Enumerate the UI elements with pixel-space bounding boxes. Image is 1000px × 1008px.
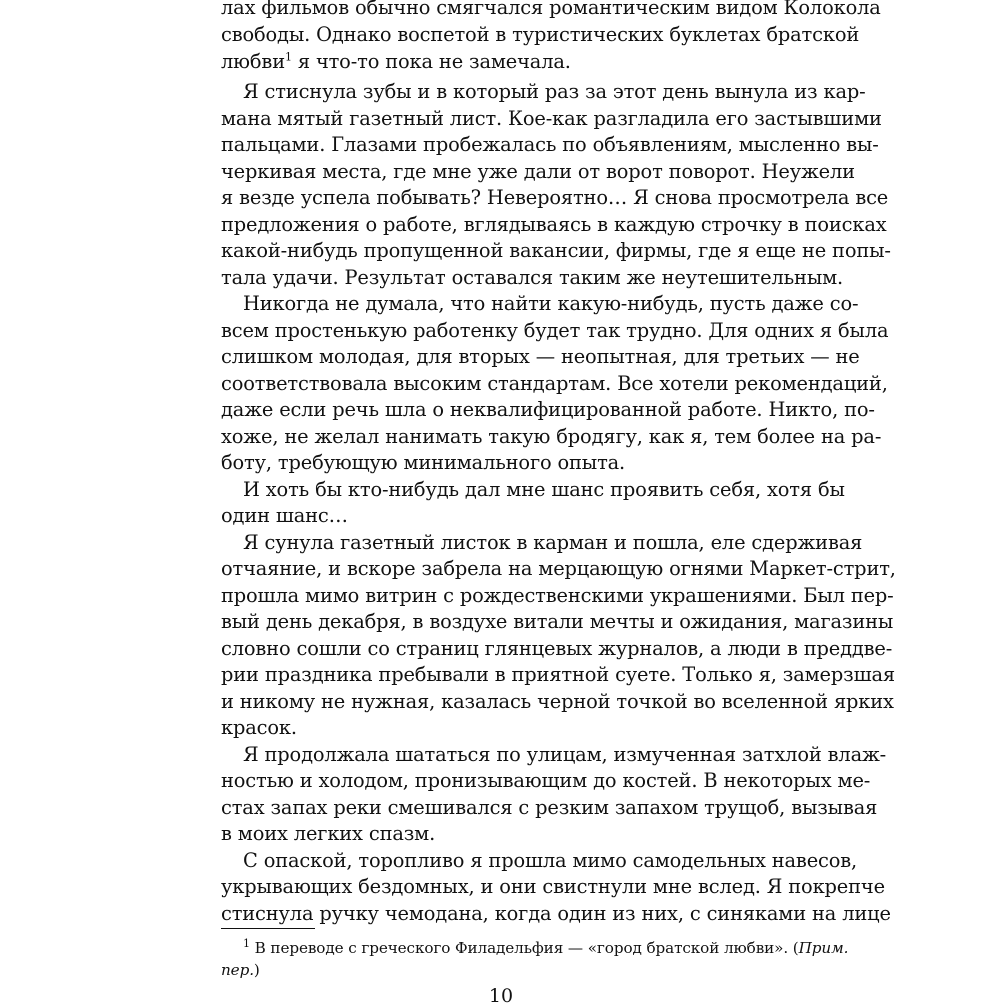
text-line: слишком молодая, для вторых — неопытная, для третьих — не — [221, 345, 860, 368]
text-line: отчаяние, и вскоре забрела на мерцающую огнями Маркет-стрит, — [221, 557, 896, 580]
footnote-text-start: В переводе с греческого Филадельфия — «город братской любви». ( — [249, 939, 799, 957]
paragraph-first-line: Я стиснула зубы и в который раз за этот день вынула из кар- — [243, 80, 866, 103]
footnote-marker: 1 — [243, 936, 250, 950]
paragraph-first-line: И хоть бы кто-нибудь дал мне шанс проявить себя, хотя бы — [243, 478, 845, 501]
text-fragment: я что-то пока не замечала. — [291, 50, 571, 73]
text-line: лах фильмов обычно смягчался романтическим видом Колокола — [221, 0, 881, 19]
paragraph-first-line: Никогда не думала, что найти какую-нибудь, пусть даже со- — [243, 292, 859, 315]
paragraph-first-line: Я продолжала шататься по улицам, измученная затхлой влаж- — [243, 743, 887, 766]
text-line: прошла мимо витрин с рождественскими украшениями. Был пер- — [221, 584, 894, 607]
text-line: мана мятый газетный лист. Кое-как разгладила его застывшими — [221, 107, 882, 130]
text-line: даже если речь шла о неквалифицированной работе. Никто, по- — [221, 398, 875, 421]
text-line: ностью и холодом, пронизывающим до костей. В некоторых ме- — [221, 769, 871, 792]
text-line: стиснула ручку чемодана, когда один из них, с синяками на лице — [221, 902, 891, 925]
text-line: красок. — [221, 716, 297, 739]
text-line: и никому не нужная, казалась черной точкой во вселенной ярких — [221, 690, 894, 713]
text-line: тала удачи. Результат оставался таким же неутешительным. — [221, 266, 844, 289]
text-line: один шанс… — [221, 504, 348, 527]
footnote-divider — [221, 928, 315, 929]
text-line: вый день декабря, в воздухе витали мечты и ожидания, магазины — [221, 610, 894, 633]
paragraph-first-line: С опаской, торопливо я прошла мимо самодельных навесов, — [243, 849, 858, 872]
text-line: рии праздника пребывали в приятной суете. Только я, замерзшая — [221, 663, 895, 686]
text-line: какой-нибудь пропущенной вакансии, фирмы, где я еще не попы- — [221, 239, 891, 262]
text-line: укрывающих бездомных, и они свистнули мне вслед. Я покрепче — [221, 875, 885, 898]
text-line: в моих легких спазм. — [221, 822, 436, 845]
paragraph-first-line: Я сунула газетный листок в карман и пошла, еле сдерживая — [243, 531, 863, 554]
text-line: стах запах реки смешивался с резким запахом трущоб, вызывая — [221, 796, 878, 819]
text-line: я везде успела побывать? Невероятно… Я снова просмотрела все — [221, 186, 889, 209]
footnote-reference: 1 — [284, 50, 292, 64]
text-line: хоже, не желал нанимать такую бродягу, как я, тем более на ра- — [221, 425, 882, 448]
text-line: черкивая места, где мне уже дали от ворот поворот. Неужели — [221, 160, 855, 183]
text-line: свободы. Однако воспетой в туристических буклетах братской — [221, 23, 860, 46]
text-line: предложения о работе, вглядываясь в каждую строчку в поисках — [221, 213, 887, 236]
text-line: соответствовала высоким стандартам. Все хотели рекомендаций, — [221, 372, 888, 395]
text-line: боту, требующую минимального опыта. — [221, 451, 626, 474]
footnote-italic: Прим. — [798, 939, 849, 957]
text-line: пальцами. Глазами пробежалась по объявлениям, мысленно вы- — [221, 133, 879, 156]
footnote-text-end: ) — [253, 961, 260, 979]
text-line: словно сошли со страниц глянцевых журналов, а люди в преддве- — [221, 637, 893, 660]
footnote-text — [221, 936, 849, 959]
text-fragment: любви — [221, 50, 285, 73]
text-line: всем простенькую работенку будет так трудно. Для одних я была — [221, 319, 889, 342]
footnote-text — [221, 959, 781, 981]
text-line — [221, 48, 781, 76]
page-number: 10 — [488, 985, 514, 1007]
footnote-italic: пер. — [221, 961, 254, 979]
